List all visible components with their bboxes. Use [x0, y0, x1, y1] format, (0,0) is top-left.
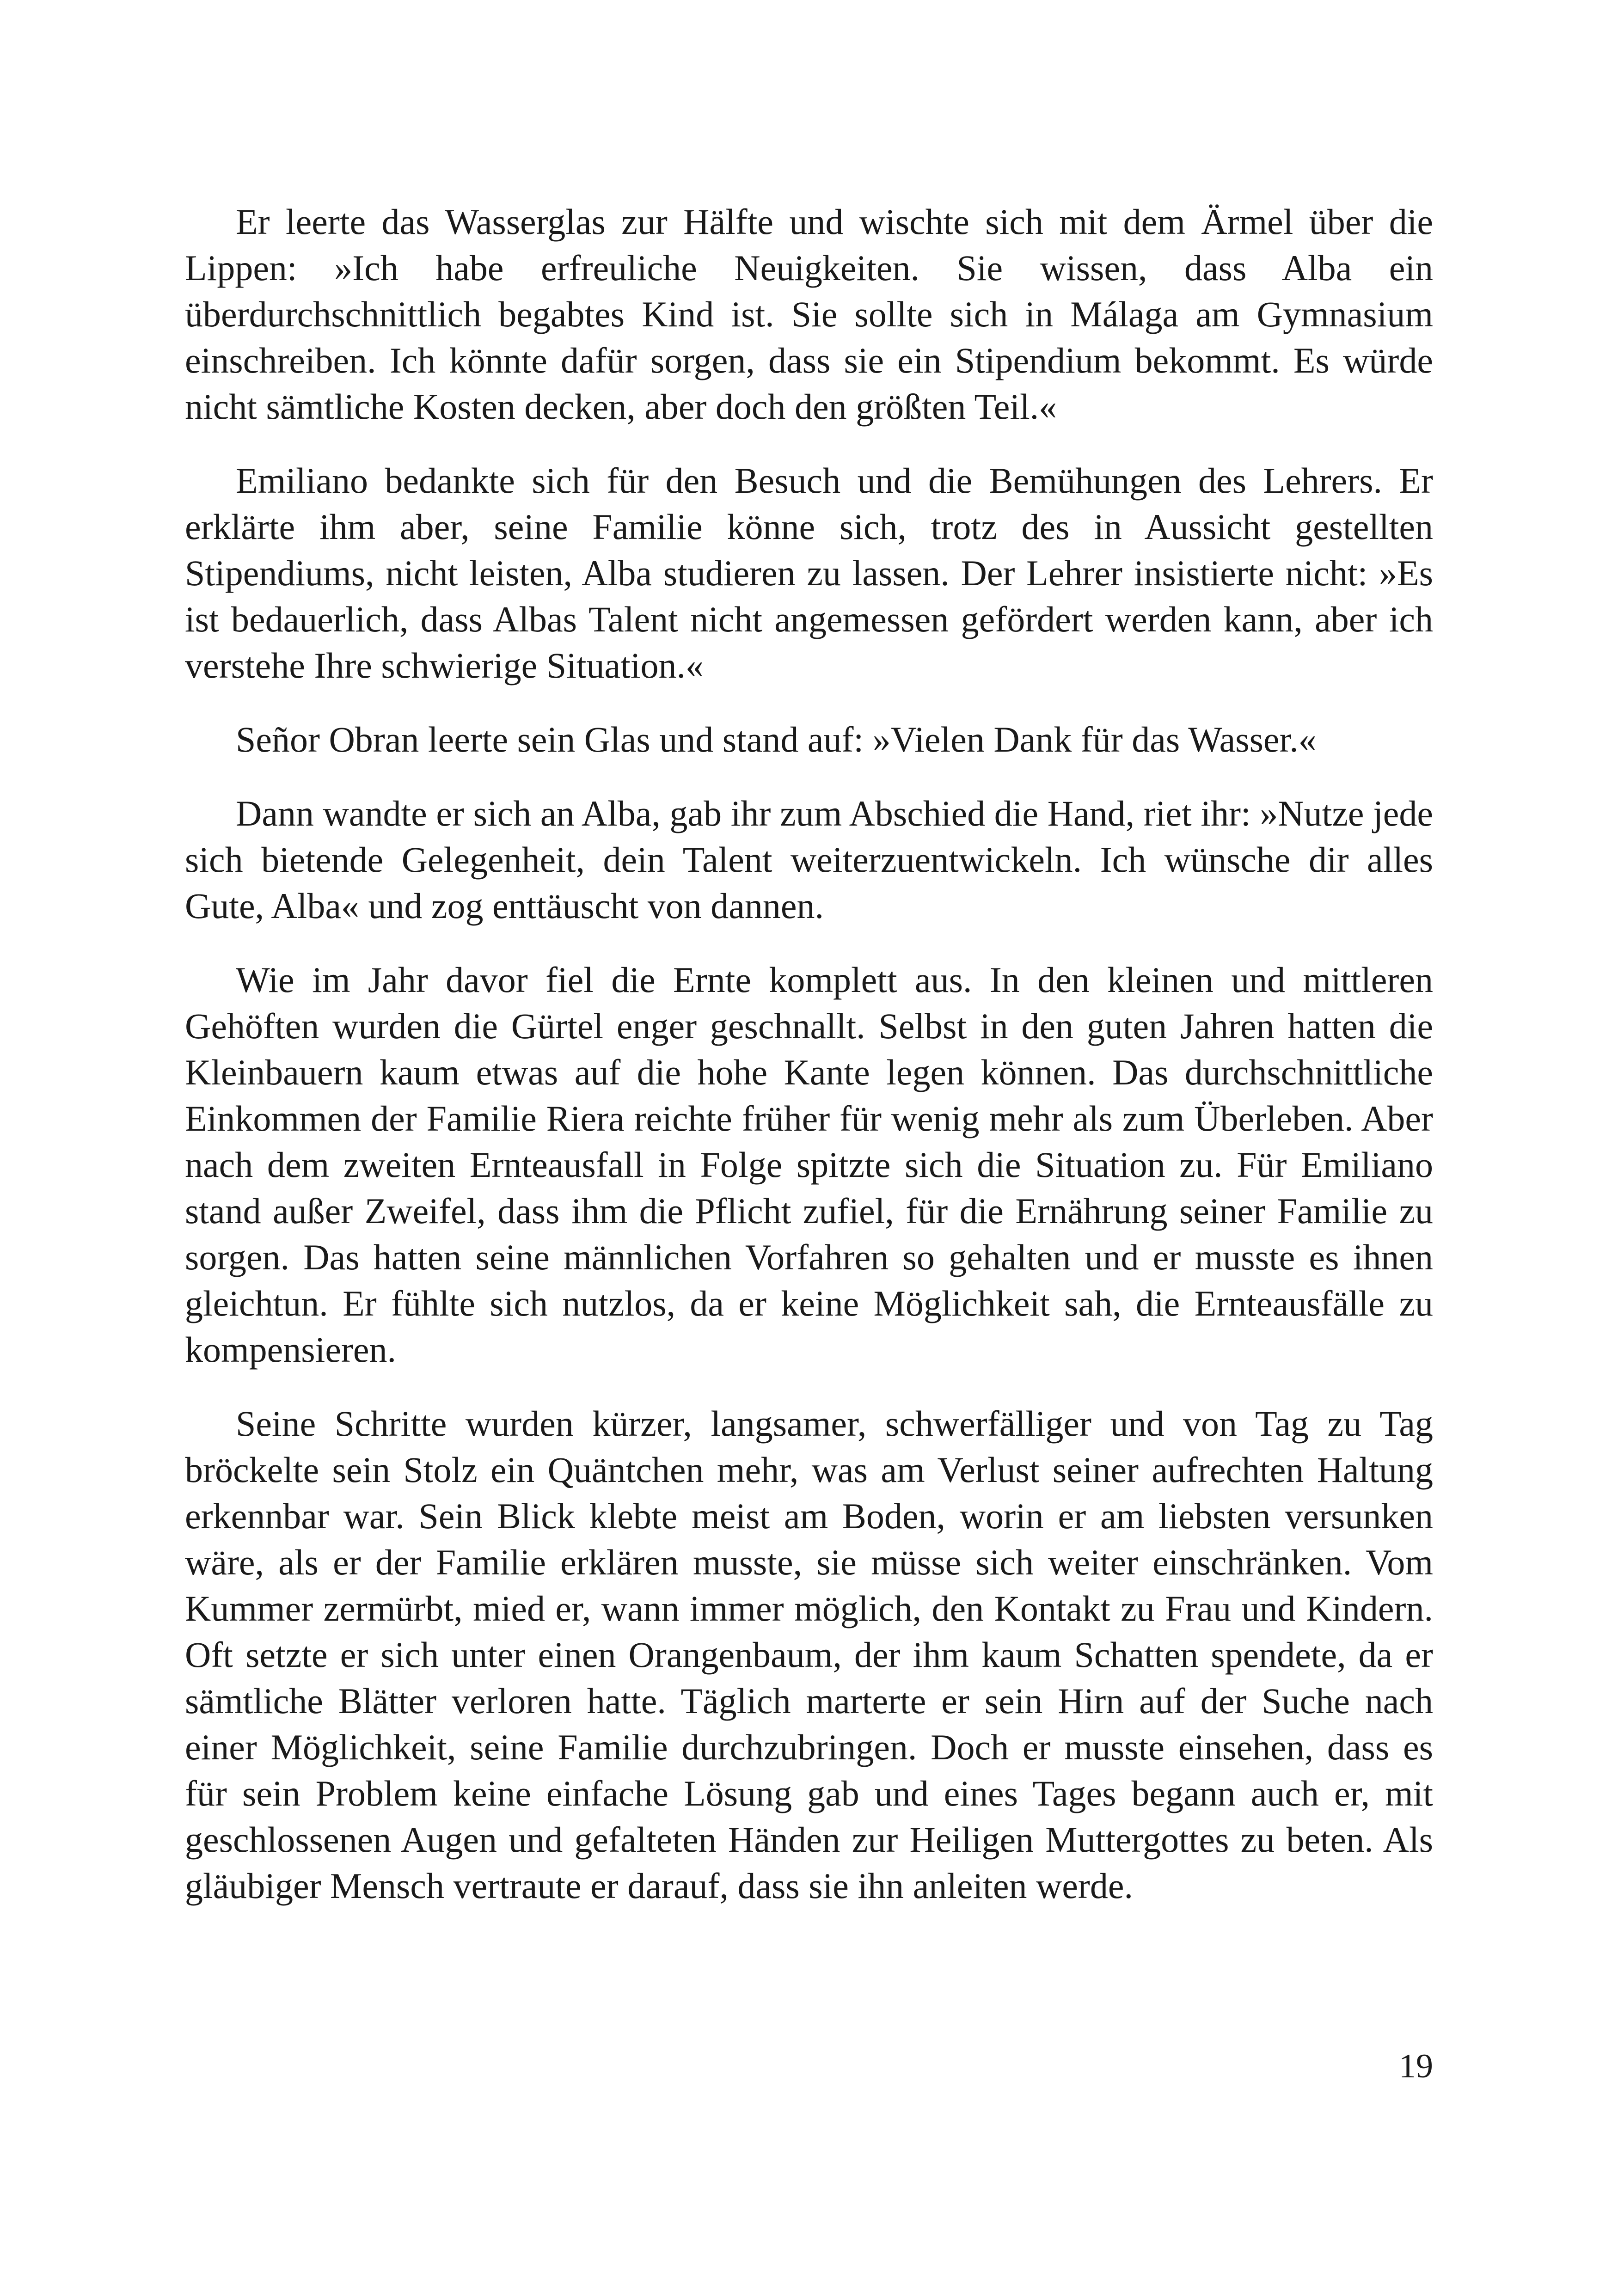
paragraph-5: Wie im Jahr davor fiel die Ernte komplett aus. In den kleinen und mittleren Gehöften wurden die Gürtel enger geschnallt. Selbst in den guten Jahren hatten die Kleinbauern kaum etwas auf die hohe Kante legen können. Das durchschnittliche Einkommen der Familie Riera reichte früher für wenig mehr als zum Überleben. Aber nach dem zweiten Ernteausfall in Folge spitzte sich die Situation zu. Für Emiliano stand außer Zweifel, dass ihm die Pflicht zufiel, für die Ernährung seiner Familie zu sorgen. Das hatten seine männlichen Vorfahren so gehalten und er musste es ihnen gleichtun. Er fühlte sich nutzlos, da er keine Möglichkeit sah, die Ernteausfälle zu kompensieren.: [185, 960, 1433, 1370]
paragraph-1: Er leerte das Wasserglas zur Hälfte und wischte sich mit dem Ärmel über die Lippen: »Ich habe erfreuliche Neuigkeiten. Sie wissen, dass Alba ein überdurchschnittlich begabtes Kind ist. Sie sollte sich in Málaga am Gymnasium einschreiben. Ich könnte dafür sorgen, dass sie ein Stipendium bekommt. Es würde nicht sämtliche Kosten decken, aber doch den größten Teil.«: [185, 202, 1433, 427]
paragraph-6: Seine Schritte wurden kürzer, langsamer, schwerfälliger und von Tag zu Tag bröckelte sein Stolz ein Quäntchen mehr, was am Verlust seiner aufrechten Haltung erkennbar war. Sein Blick klebte meist am Boden, worin er am liebsten versunken wäre, als er der Familie erklären musste, sie müsse sich weiter einschränken. Vom Kummer zermürbt, mied er, wann immer möglich, den Kontakt zu Frau und Kindern. Oft setzte er sich unter einen Orangenbaum, der ihm kaum Schatten spendete, da er sämtliche Blätter verloren hatte. Täglich marterte er sein Hirn auf der Suche nach einer Möglichkeit, seine Familie durchzubringen. Doch er musste einsehen, dass es für sein Problem keine einfache Lösung gab und eines Tages begann auch er, mit geschlossenen Augen und gefalteten Händen zur Heiligen Muttergottes zu beten. Als gläubiger Mensch vertraute er darauf, dass sie ihn anleiten werde.: [185, 1403, 1433, 1906]
body-text: [185, 199, 1433, 1937]
page-number: 19: [1399, 2047, 1433, 2085]
paragraph-2: Emiliano bedankte sich für den Besuch und die Bemühungen des Lehrers. Er erklärte ihm aber, seine Familie könne sich, trotz des in Aussicht gestellten Stipendiums, nicht leisten, Alba studieren zu lassen. Der Lehrer insistierte nicht: »Es ist bedauerlich, dass Albas Talent nicht angemessen gefördert werden kann, aber ich verstehe Ihre schwierige Situation.«: [185, 460, 1433, 686]
paragraph-3: Señor Obran leerte sein Glas und stand auf: »Vielen Dank für das Wasser.«: [236, 719, 1317, 759]
paragraph-4: Dann wandte er sich an Alba, gab ihr zum Abschied die Hand, riet ihr: »Nutze jede sich bietende Gelegenheit, dein Talent weiterzuentwickeln. Ich wünsche dir alles Gute, Alba« und zog enttäuscht von dannen.: [185, 793, 1433, 926]
